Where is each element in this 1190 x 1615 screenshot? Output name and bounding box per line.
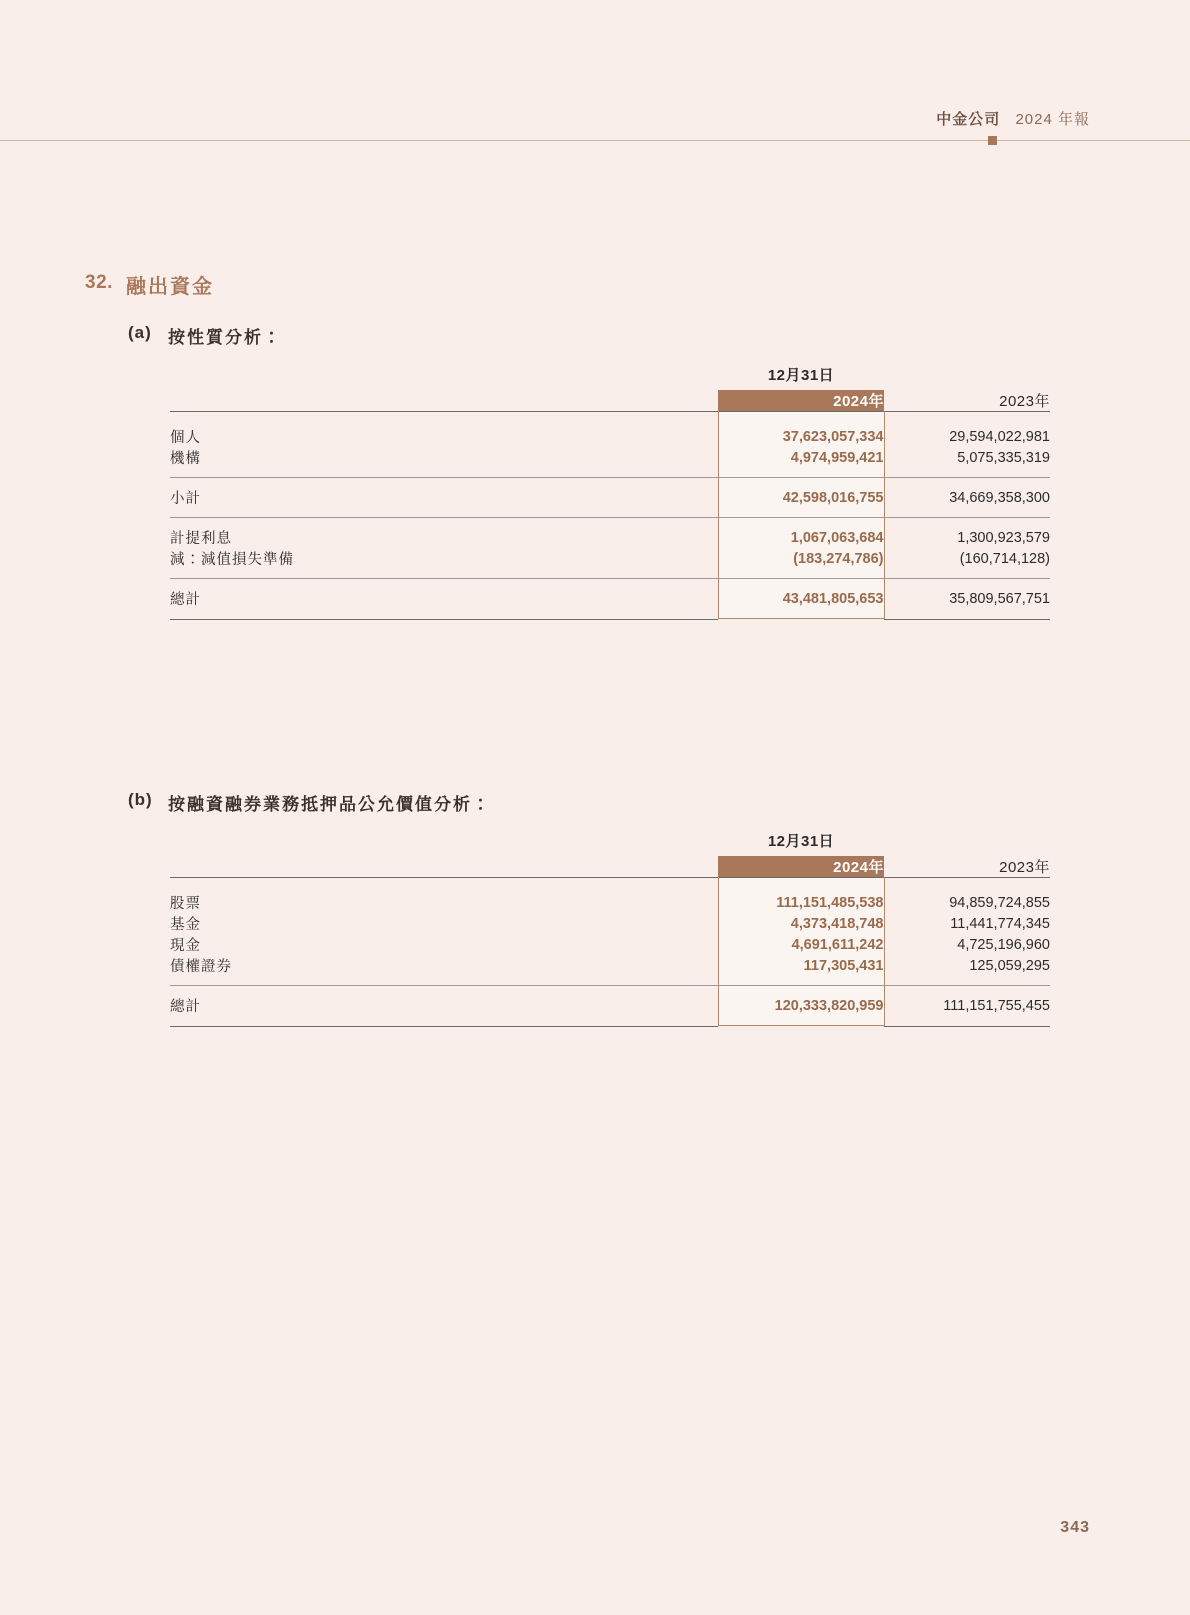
table-b-date-header: 12月31日 <box>767 832 835 850</box>
table-b-row2-name: 現金 <box>170 938 201 954</box>
table-row <box>170 955 1050 976</box>
table-b-row3-2024: 117,305,431 <box>718 955 884 976</box>
table-b-row4-2024: 120,333,820,959 <box>718 995 884 1016</box>
table-a-row2-2023: 34,669,358,300 <box>949 489 1050 506</box>
table-b-row1-2023: 11,441,774,345 <box>950 915 1050 932</box>
table-by-collateral-fair-value <box>170 824 1050 1027</box>
table-b-row3-2023: 125,059,295 <box>969 957 1050 974</box>
table-a-row4-2024: (183,274,786) <box>718 548 884 569</box>
table-b-year-header-row <box>170 856 1050 877</box>
table-a-row2-name: 小計 <box>170 491 201 507</box>
table-row <box>170 588 1050 609</box>
header-divider <box>0 140 1190 141</box>
table-row <box>170 913 1050 934</box>
table-row <box>170 447 1050 468</box>
table-b-row1-name: 基金 <box>170 917 201 933</box>
table-b-row0-2023: 94,859,724,855 <box>949 894 1050 911</box>
table-a-row5-2024: 43,481,805,653 <box>718 588 884 609</box>
table-b-col-2023: 2023年 <box>999 859 1050 876</box>
table-b-row3-name: 債權證券 <box>170 959 232 975</box>
table-row <box>170 487 1050 508</box>
table-b-row4-2023: 111,151,755,455 <box>943 997 1050 1014</box>
header-title <box>936 108 1090 129</box>
table-a-row3-2023: 1,300,923,579 <box>957 529 1050 546</box>
section-number: 32. <box>85 272 113 293</box>
table-a-spacer-1 <box>170 412 1050 426</box>
table-row <box>170 892 1050 913</box>
table-b-row2-2023: 4,725,196,960 <box>957 936 1050 953</box>
table-a-spacer-7 <box>170 579 1050 588</box>
header-marker-icon <box>988 136 997 145</box>
table-row <box>170 934 1050 955</box>
table-a-row3-2024: 1,067,063,684 <box>718 527 884 548</box>
section-title: 融出資金 <box>126 276 214 298</box>
table-b-row2-2024: 4,691,611,242 <box>718 934 884 955</box>
table-a-year-header-row <box>170 390 1050 411</box>
table-row <box>170 426 1050 447</box>
table-b-date-header-row <box>170 824 1050 856</box>
table-row <box>170 995 1050 1016</box>
header-report-year: 2024 年報 <box>1015 111 1090 128</box>
table-b-spacer-2 <box>170 976 1050 986</box>
table-row <box>170 527 1050 548</box>
table-a-spacer-5 <box>170 518 1050 527</box>
table-a-spacer-8 <box>170 609 1050 619</box>
table-a-date-header-row <box>170 358 1050 390</box>
table-a-row0-2023: 29,594,022,981 <box>949 428 1050 445</box>
table-b-spacer-4 <box>170 1016 1050 1026</box>
table-a-row1-2024: 4,974,959,421 <box>718 447 884 468</box>
header-company: 中金公司 <box>936 111 1001 128</box>
table-by-nature <box>170 358 1050 620</box>
table-b-spacer-1 <box>170 878 1050 892</box>
table-a-row1-name: 機構 <box>170 451 201 467</box>
table-a-spacer-3 <box>170 478 1050 487</box>
table-b-row1-2024: 4,373,418,748 <box>718 913 884 934</box>
table-a-spacer-2 <box>170 468 1050 478</box>
table-a-col-2024: 2024年 <box>718 390 884 411</box>
table-b-row0-name: 股票 <box>170 896 201 912</box>
table-a-col-2023: 2023年 <box>999 393 1050 410</box>
table-b-row0-2024: 111,151,485,538 <box>718 892 884 913</box>
subsection-b-title: 按融資融券業務抵押品公允價值分析： <box>168 795 491 814</box>
table-a-row1-2023: 5,075,335,319 <box>957 449 1050 466</box>
table-a-row5-2023: 35,809,567,751 <box>949 590 1050 607</box>
table-a-row4-name: 減：減值損失準備 <box>170 552 294 568</box>
table-a-spacer-4 <box>170 508 1050 518</box>
table-a-date-header: 12月31日 <box>767 366 835 384</box>
table-a-row0-2024: 37,623,057,334 <box>718 426 884 447</box>
table-a-row0-name: 個人 <box>170 430 201 446</box>
table-a-row2-2024: 42,598,016,755 <box>718 487 884 508</box>
table-a-row3-name: 計提利息 <box>170 531 232 547</box>
table-row <box>170 548 1050 569</box>
subsection-a-label: (a) <box>128 323 152 342</box>
table-a-row4-2023: (160,714,128) <box>959 550 1050 567</box>
table-a-bottom-rule <box>170 619 1050 621</box>
table-a-row5-name: 總計 <box>170 592 201 608</box>
table-b-col-2024: 2024年 <box>718 856 884 877</box>
subsection-b-label: (b) <box>128 790 153 809</box>
table-b-row4-name: 總計 <box>170 999 201 1015</box>
table-b-spacer-3 <box>170 986 1050 995</box>
subsection-a-title: 按性質分析： <box>168 328 282 347</box>
page-header <box>0 108 1190 148</box>
page-number: 343 <box>1060 1519 1090 1536</box>
table-a-spacer-6 <box>170 569 1050 579</box>
table-b-bottom-rule <box>170 1026 1050 1028</box>
